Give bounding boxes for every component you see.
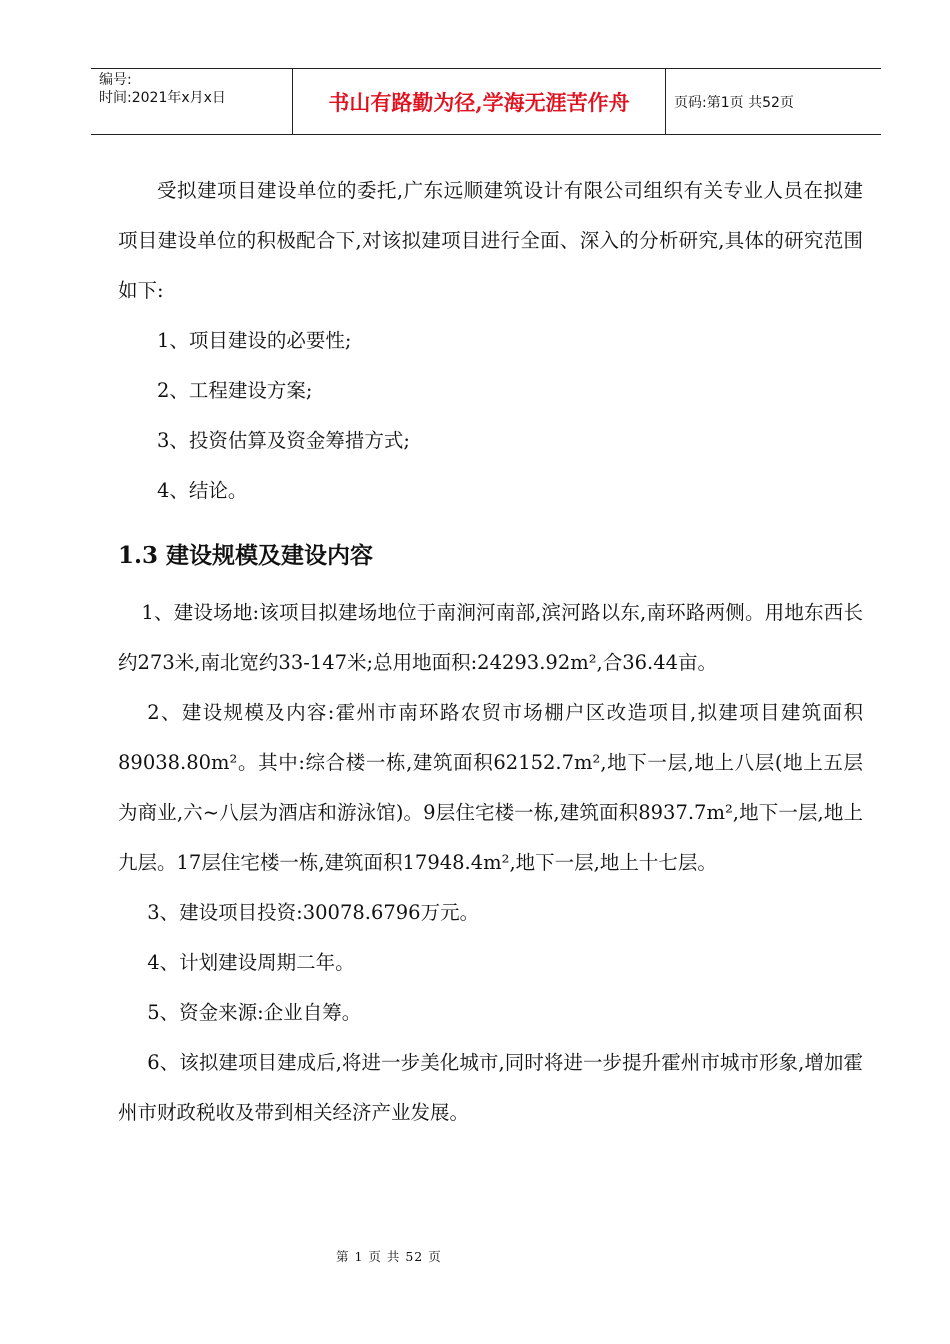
investment-paragraph: 3、建设项目投资:30078.6796万元。 <box>147 901 480 924</box>
number-label: 编号: <box>99 72 132 88</box>
site-paragraph: 1、建设场地:该项目拟建场地位于南涧河南部,滨河路以东,南环路两侧。用地东西长约273米,南北宽约33-147米;总用地面积:24293.92m²,合36.44亩。 <box>118 601 863 674</box>
section-heading: 1.3 建设规模及建设内容 <box>118 542 374 569</box>
funding-paragraph: 5、资金来源:企业自筹。 <box>147 1001 362 1024</box>
scope-item: 2、工程建设方案; <box>157 379 313 402</box>
header-meta <box>91 69 293 134</box>
page-footer: 第 1 页 共 52 页 <box>336 1249 442 1264</box>
page-header <box>91 68 881 135</box>
scope-item: 4、结论。 <box>157 479 248 502</box>
header-motto: 书山有路勤为径,学海无涯苦作舟 <box>293 69 666 134</box>
header-page-number: 页码:第1页 共52页 <box>674 94 794 111</box>
scope-item: 3、投资估算及资金筹措方式; <box>157 429 410 452</box>
scope-item: 1、项目建设的必要性; <box>157 329 352 352</box>
scale-paragraph: 2、建设规模及内容:霍州市南环路农贸市场棚户区改造项目,拟建项目建筑面积89038.80m²。其中:综合楼一栋,建筑面积62152.7m²,地下一层,地上八层(地上五层为商业,六~八层为酒店和游泳馆)。9层住宅楼一栋,建筑面积8937.7m²,地下一层,地上九层。17层住宅楼一栋,建筑面积17948.4m²,地下一层,地上十七层。 <box>118 701 863 874</box>
time-label: 时间:2021年x月x日 <box>99 90 226 106</box>
benefit-paragraph: 6、该拟建项目建成后,将进一步美化城市,同时将进一步提升霍州市城市形象,增加霍州市财政税收及带到相关经济产业发展。 <box>118 1051 863 1124</box>
document-body <box>118 166 863 1138</box>
period-paragraph: 4、计划建设周期二年。 <box>147 951 355 974</box>
intro-paragraph: 受拟建项目建设单位的委托,广东远顺建筑设计有限公司组织有关专业人员在拟建项目建设单位的积极配合下,对该拟建项目进行全面、深入的分析研究,具体的研究范围如下: <box>118 179 863 302</box>
